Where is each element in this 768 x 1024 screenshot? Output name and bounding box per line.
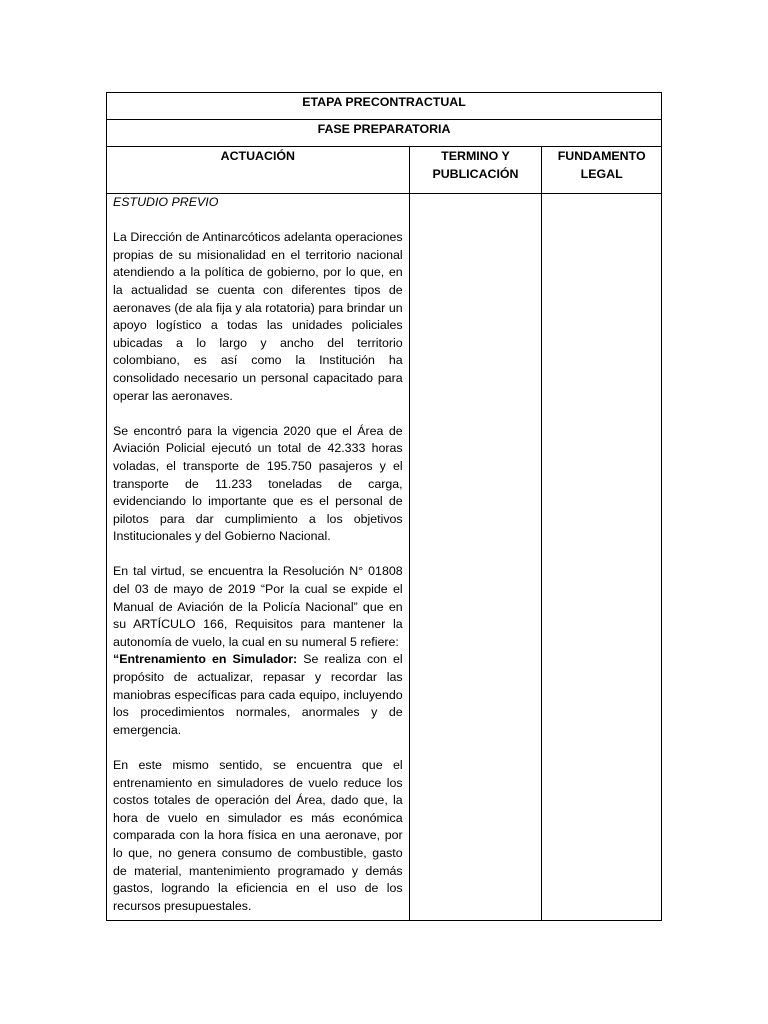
- phase-title: FASE PREPARATORIA: [107, 120, 662, 147]
- paragraph-gap: [113, 739, 403, 757]
- paragraph-3: En tal virtud, se encuentra la Resolución N° 01808 del 03 de mayo de 2019 “Por la cual se expide el Manual de Aviación de la Policía Nacional” que en su ARTÍCULO 166, Requisitos para mantener la autonomía de vuelo, la cual en su numeral 5 refiere:: [113, 564, 403, 649]
- column-header-actuacion: [107, 147, 410, 194]
- content-row: [107, 194, 662, 921]
- column-header-row: [107, 147, 662, 194]
- fundamento-cell: [542, 194, 662, 921]
- paragraph-2: Se encontró para la vigencia 2020 que el Área de Aviación Policial ejecutó un total de 42.333 horas voladas, el transporte de 195.750 pasajeros y el transporte de 11.233 toneladas de carga, evidenciando lo importante que es el personal de pilotos para dar cumplimiento a los objetivos Institucionales y del Gobierno Nacional.: [113, 423, 403, 544]
- paragraph-gap: [113, 405, 403, 423]
- quote-paragraph: [113, 651, 403, 739]
- phase-title-row: [107, 120, 662, 147]
- column-header-fundamento-line-2: LEGAL: [580, 166, 623, 181]
- section-title: ESTUDIO PREVIO: [113, 195, 219, 209]
- actuacion-cell: [107, 194, 410, 921]
- paragraph-4: En este mismo sentido, se encuentra que el entrenamiento en simuladores de vuelo reduce los costos totales de operación del Área, dado que, la hora de vuelo en simulador es más económica comparada con la hora física en una aeronave, por lo que, no genera consumo de combustible, gasto de material, mantenimiento programado y demás gastos, logrando la eficiencia en el uso de los recursos presupuestales.: [113, 758, 403, 913]
- column-header-termino-line-2: PUBLICACIÓN: [432, 166, 519, 181]
- precontractual-stage-table: [106, 92, 662, 921]
- paragraph-gap: [113, 546, 403, 564]
- column-header-termino-line-1: TERMINO Y: [441, 149, 510, 163]
- quote-lead: “Entrenamiento en Simulador:: [113, 652, 298, 667]
- column-header-fundamento-line-1: FUNDAMENTO: [557, 149, 646, 163]
- column-header-actuacion-label: ACTUACIÓN: [220, 149, 295, 163]
- column-header-termino: [409, 147, 542, 194]
- termino-cell: [409, 194, 542, 921]
- paragraph-gap: [113, 212, 403, 230]
- column-header-fundamento: [542, 147, 662, 194]
- stage-title: ETAPA PRECONTRACTUAL: [107, 93, 662, 120]
- stage-title-row: [107, 93, 662, 120]
- quote-rest: Se realiza con el propósito de actualizar, repasar y recordar las maniobras específicas para cada equipo, incluyendo los procedimientos normales, anormales y de emergencia.: [113, 652, 403, 737]
- paragraph-1: La Dirección de Antinarcóticos adelanta operaciones propias de su misionalidad en el territorio nacional atendiendo a la política de gobierno, por lo que, en la actualidad se cuenta con diferentes tipos de aeronaves (de ala fija y ala rotatoria) para brindar un apoyo logístico a todas las unidades policiales ubicadas a lo largo y ancho del territorio colombiano, es así como la Institución ha consolidado necesario un personal capacitado para operar las aeronaves.: [113, 230, 403, 403]
